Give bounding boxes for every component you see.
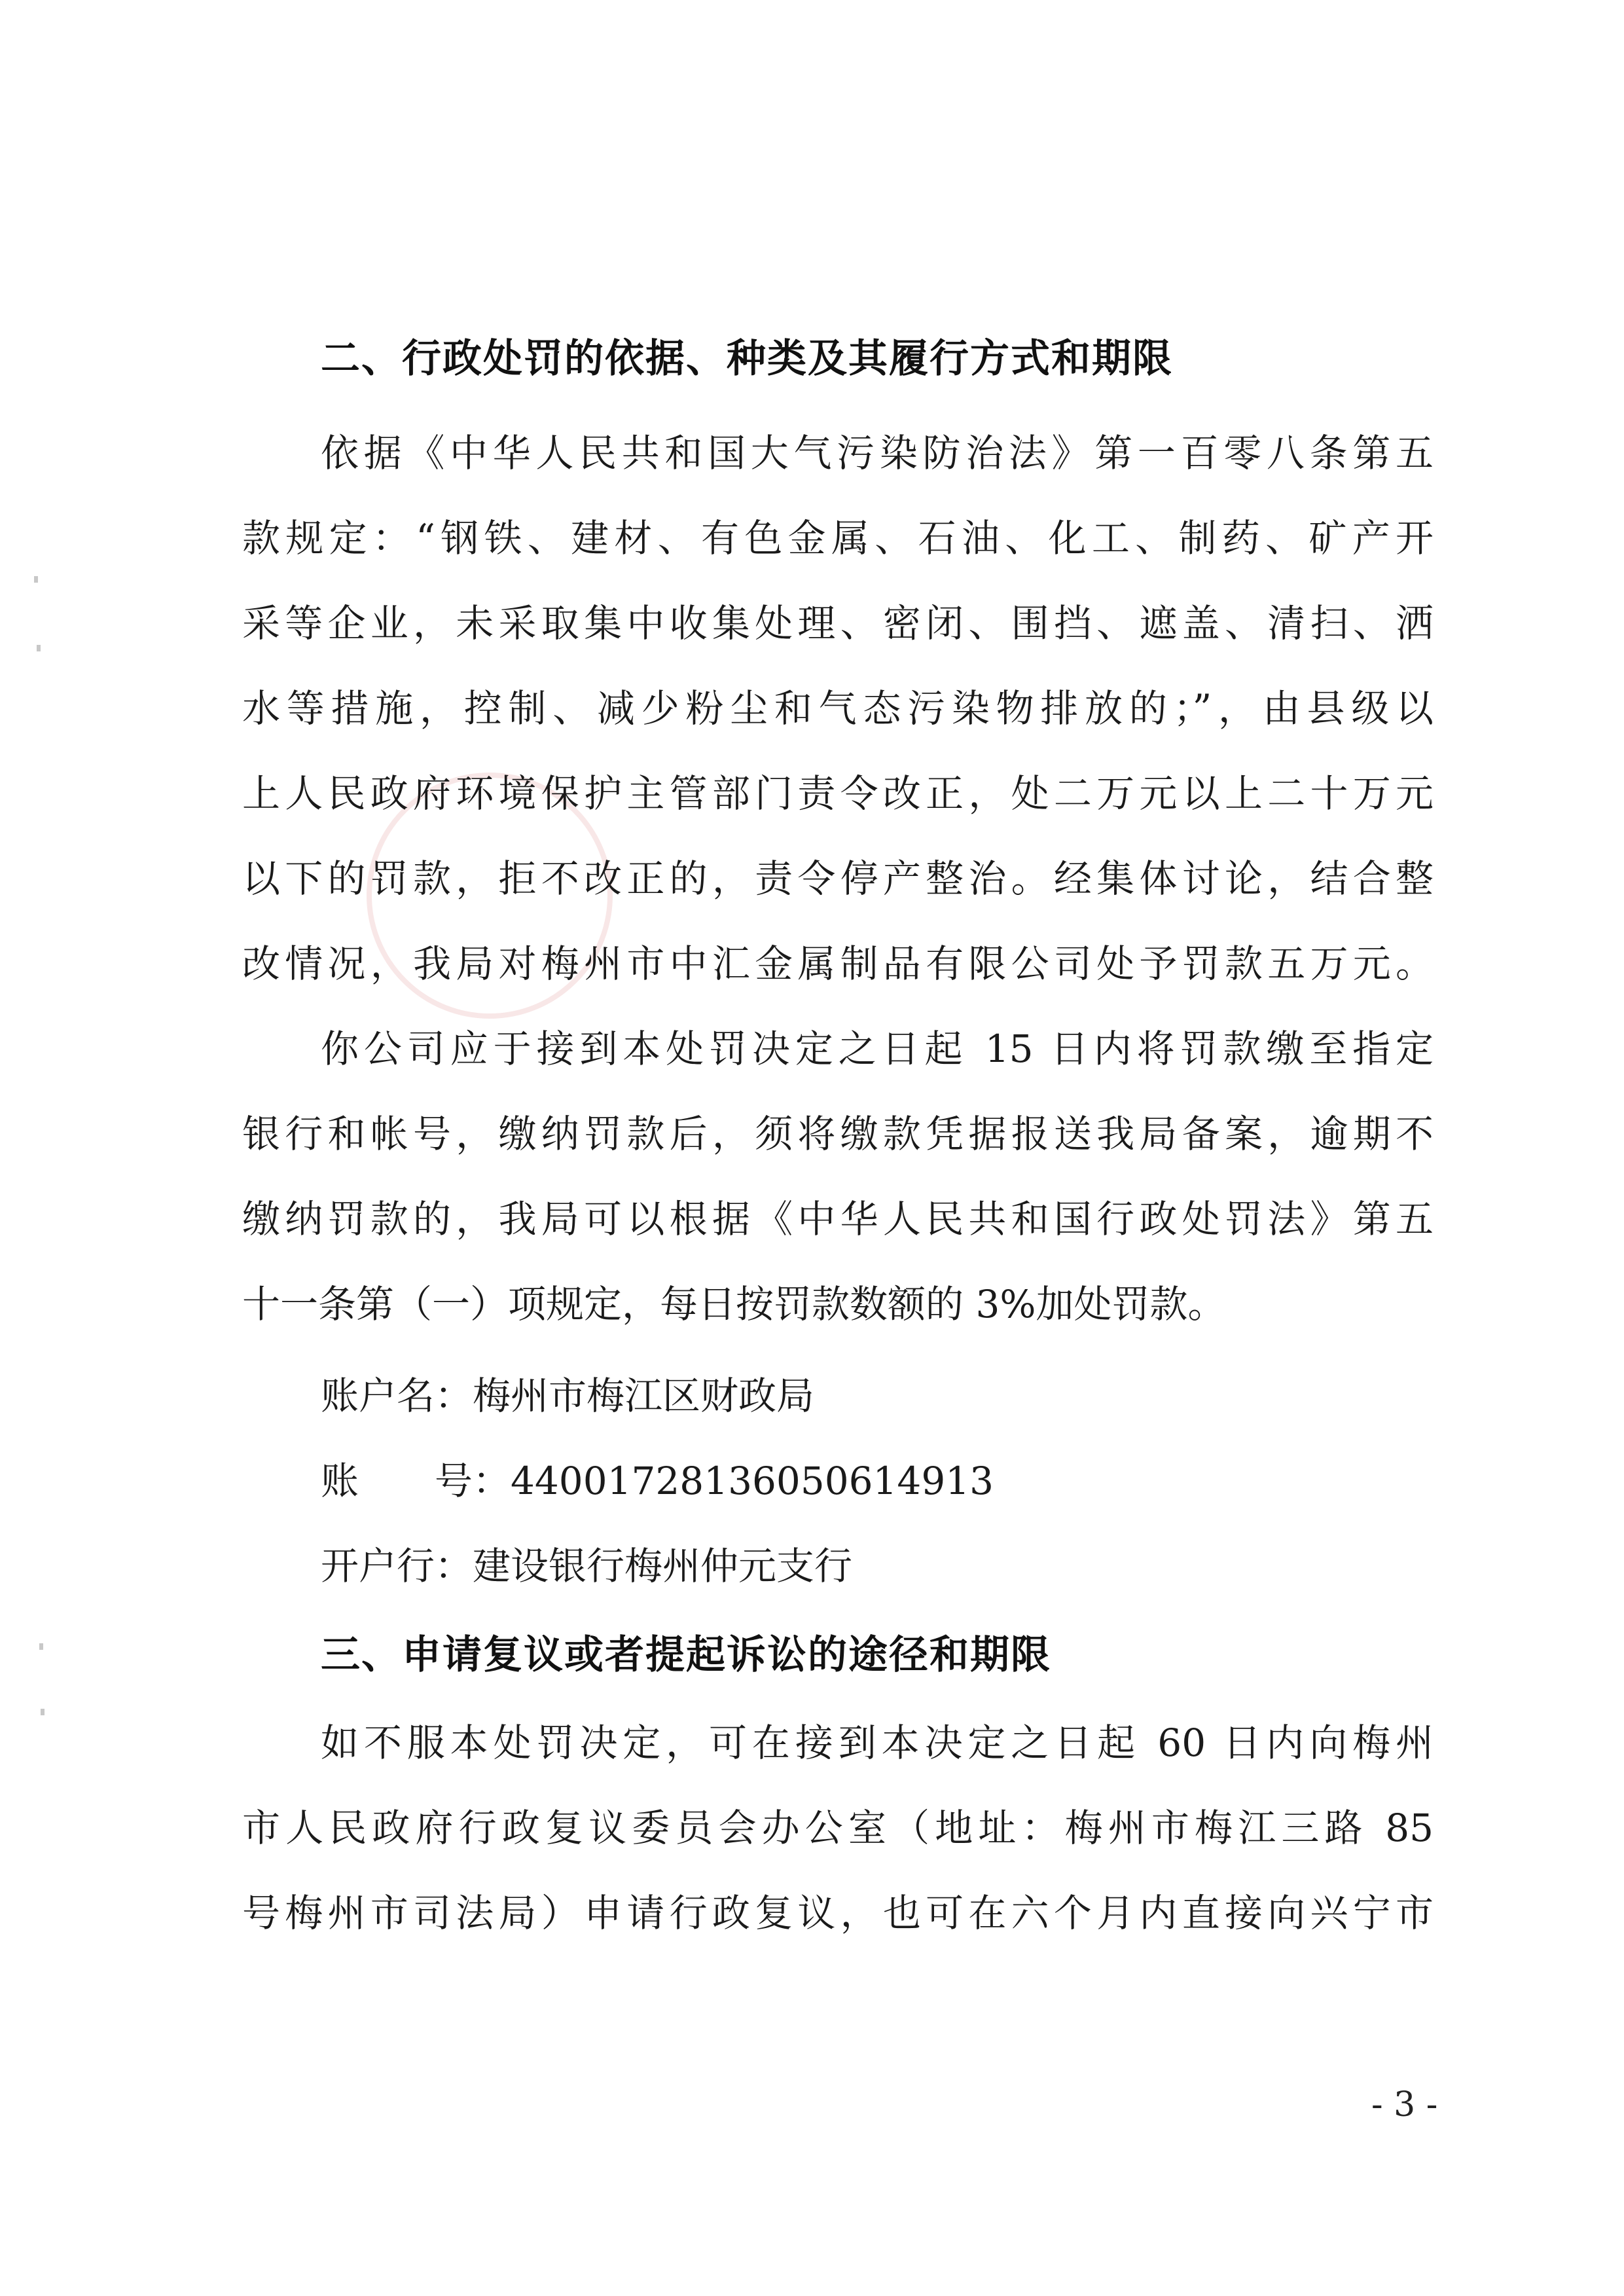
- scan-hole-mark: [41, 1709, 45, 1715]
- paragraph-line: 银行和帐号，缴纳罚款后，须将缴款凭据报送我局备案，逾期不: [242, 1112, 1434, 1156]
- section-heading-appeal: 三、申请复议或者提起诉讼的途径和期限: [321, 1632, 1051, 1678]
- paragraph-line: 款规定：“钢铁、建材、有色金属、石油、化工、制药、矿产开: [242, 516, 1434, 560]
- account-number-line: 账 号：44001728136050614913: [321, 1459, 994, 1503]
- paragraph-line: 如不服本处罚决定，可在接到本决定之日起 60 日内向梅州: [321, 1721, 1434, 1765]
- paragraph-line: 你公司应于接到本处罚决定之日起 15 日内将罚款缴至指定: [321, 1027, 1434, 1071]
- scan-hole-mark: [37, 645, 41, 651]
- paragraph-line: 上人民政府环境保护主管部门责令改正，处二万元以上二十万元: [242, 771, 1434, 816]
- paragraph-line: 缴纳罚款的，我局可以根据《中华人民共和国行政处罚法》第五: [242, 1197, 1434, 1241]
- section-heading-penalty-basis: 二、行政处罚的依据、种类及其履行方式和期限: [321, 336, 1173, 382]
- paragraph-line: 十一条第（一）项规定，每日按罚款数额的 3%加处罚款。: [242, 1282, 1226, 1326]
- paragraph-line: 水等措施，控制、减少粉尘和气态污染物排放的；”，由县级以: [242, 686, 1434, 731]
- scan-hole-mark: [34, 576, 38, 583]
- scan-hole-mark: [39, 1643, 43, 1650]
- paragraph-line: 以下的罚款，拒不改正的，责令停产整治。经集体讨论，结合整: [242, 856, 1434, 901]
- paragraph-line: 号梅州市司法局）申请行政复议，也可在六个月内直接向兴宁市: [242, 1891, 1434, 1935]
- account-name-line: 账户名：梅州市梅江区财政局: [321, 1374, 815, 1418]
- paragraph-line: 市人民政府行政复议委员会办公室（地址：梅州市梅江三路 85: [242, 1806, 1434, 1850]
- paragraph-line: 采等企业，未采取集中收集处理、密闭、围挡、遮盖、清扫、洒: [242, 601, 1434, 646]
- page-number: - 3 -: [1371, 2085, 1438, 2124]
- paragraph-line: 依据《中华人民共和国大气污染防治法》第一百零八条第五: [321, 431, 1434, 475]
- paragraph-line: 改情况，我局对梅州市中汇金属制品有限公司处予罚款五万元。: [242, 941, 1434, 986]
- account-bank-line: 开户行：建设银行梅州仲元支行: [321, 1544, 853, 1588]
